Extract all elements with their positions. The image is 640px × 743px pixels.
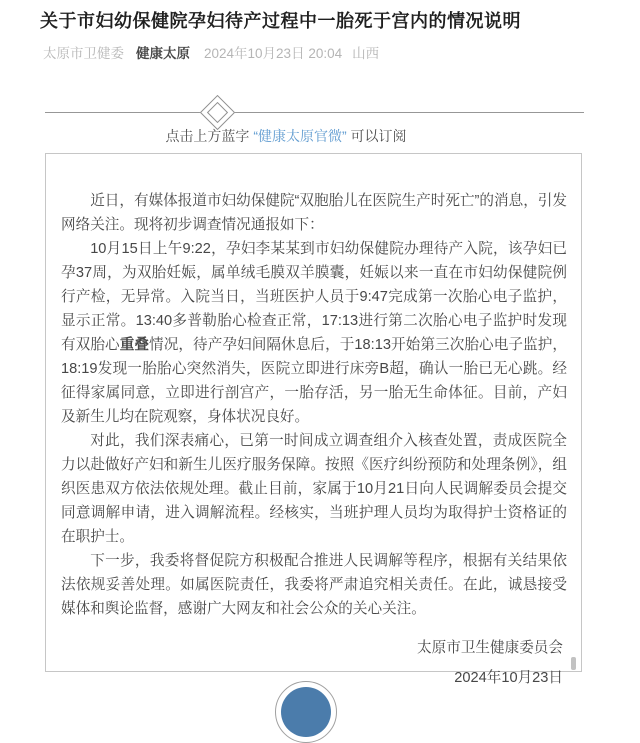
publish-datetime: 2024年10月23日 20:04 [204,46,343,61]
body-paragraph-4: 下一步，我委将督促院方积极配合推进人民调解等程序，根据有关结果依法依规妥善处理。如属医院责任，我委将严肃追究相关责任。在此，诚恳接受媒体和舆论监督，感谢广大网友和社会公众的关心关注。 [61,553,567,617]
signature-date: 2024年10月23日 [454,670,563,686]
author-name: 太原市卫健委 [43,46,124,61]
subscribe-hint [0,126,572,146]
statement-box [45,153,582,686]
body-paragraph-2: 10月15日上午9:22，孕妇李某某到市妇幼保健院办理待产入院，该孕妇已孕37周，为双胎妊娠，属单绒毛膜双羊膜囊，妊娠以来一直在市妇幼保健院例行产检，无异常。入院当日，当班医护人员于9:47完成第一次胎心电子监护，显示正常。13:40多普勒胎心检查正常，17:13进行第二次胎心电子监护时发现有双胎心重叠情况，待产孕妇间隔休息后，于18:13开始第三次胎心电子监护，18:19发现一胎胎心突然消失，医院立即进行床旁B超，确认一胎已无心跳。经征得家属同意，立即进行剖宫产，一胎存活，另一胎无生命体征。目前，产妇及新生儿均在院观察，身体状况良好。 [61,241,567,425]
diamond-divider-icon [200,95,235,130]
publish-location: 山西 [352,46,380,61]
body-paragraph-3: 对此，我们深表痛心，已第一时间成立调查组介入核查处置，责成医院全力以赴做好产妇和新生儿医疗服务保障。按照《医疗纠纷预防和处理条例》，组织医患双方依法依规处理。截止目前，家属于10月21日向人民调解委员会提交同意调解申请，进入调解流程。经核实，当班护理人员均为取得护士资格证的在职护士。 [61,433,567,545]
diamond-divider-inner-icon [207,102,228,123]
account-name-link[interactable]: 健康太原 [136,46,190,61]
signature-org: 太原市卫生健康委员会 [417,640,563,656]
scrollbar-thumb[interactable] [571,657,576,670]
subscribe-hint-prefix: 点击上方蓝字 [165,128,250,144]
subscribe-account-link[interactable]: “健康太原官微” [253,128,347,144]
body-paragraph-1: 近日，有媒体报道市妇幼保健院“双胞胎儿在医院生产时死亡”的消息，引发网络关注。现将初步调查情况通报如下： [61,193,567,233]
account-avatar[interactable] [275,681,337,743]
subscribe-hint-suffix: 可以订阅 [350,128,407,144]
divider-line [45,112,584,113]
article-title: 关于市妇幼保健院孕妇待产过程中一胎死于宫内的情况说明 [40,11,521,31]
article-meta [43,42,603,62]
